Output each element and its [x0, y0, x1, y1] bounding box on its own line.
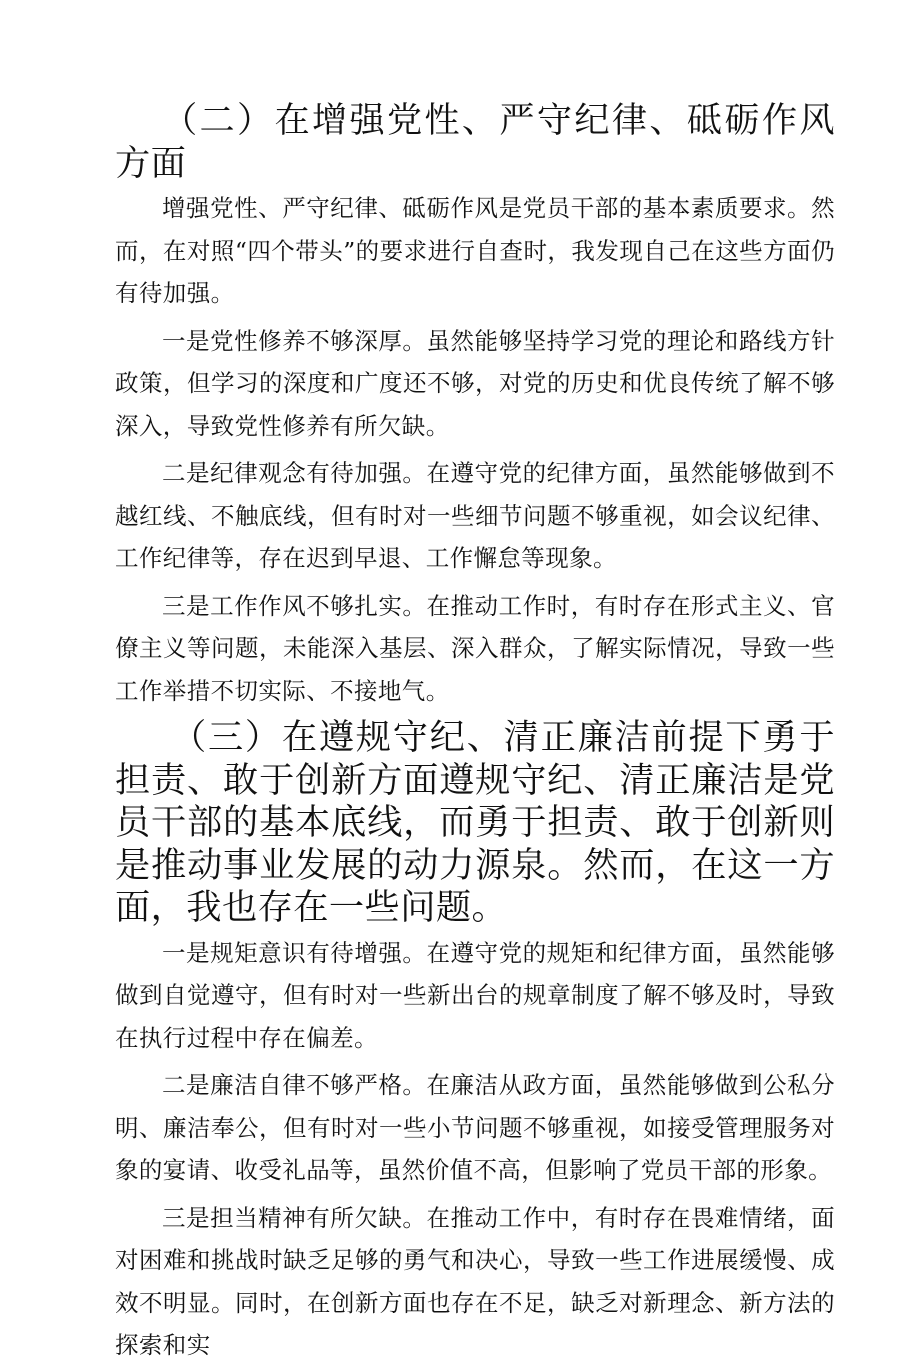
paragraph-responsibility: 三是担当精神有所欠缺。在推动工作中，有时存在畏难情绪，面对困难和挑战时缺乏足够的勇气和决心，导致一些工作进展缓慢、成效不明显。同时，在创新方面也存在不足，缺乏对新理念、新方法的探索和实	[115, 1203, 835, 1359]
paragraph-integrity: 二是廉洁自律不够严格。在廉洁从政方面，虽然能够做到公私分明、廉洁奉公，但有时对一些小节问题不够重视，如接受管理服务对象的宴请、收受礼品等，虽然价值不高，但影响了党员干部的形象。	[115, 1071, 835, 1184]
paragraph-discipline: 二是纪律观念有待加强。在遵守党的纪律方面，虽然能够做到不越红线、不触底线，但有时对一些细节问题不够重视，如会议纪律、工作纪律等，存在迟到早退、工作懈怠等现象。	[115, 459, 835, 572]
paragraph-work-style: 三是工作作风不够扎实。在推动工作时，有时存在形式主义、官僚主义等问题，未能深入基层、深入群众，了解实际情况，导致一些工作举措不切实际、不接地气。	[115, 591, 835, 705]
paragraph-party-spirit: 一是党性修养不够深厚。虽然能够坚持学习党的理论和路线方针政策，但学习的深度和广度还不够，对党的历史和优良传统了解不够深入，导致党性修养有所欠缺。	[115, 326, 835, 440]
paragraph-rules-awareness: 一是规矩意识有待增强。在遵守党的规矩和纪律方面，虽然能够做到自觉遵守，但有时对一些新出台的规章制度了解不够及时，导致在执行过程中存在偏差。	[115, 938, 835, 1052]
paragraph-intro: 增强党性、严守纪律、砥砺作风是党员干部的基本素质要求。然而，在对照“四个带头”的要求进行自查时，我发现自己在这些方面仍有待加强。	[115, 194, 835, 307]
section-heading-2: （二）在增强党性、严守纪律、砥砺作风方面	[115, 100, 835, 184]
section-heading-3: （三）在遵规守纪、清正廉洁前提下勇于担责、敢于创新方面遵规守纪、清正廉洁是党员干部的基本底线，而勇于担责、敢于创新则是推动事业发展的动力源泉。然而，在这一方面，我也存在一些问题。	[115, 717, 835, 928]
document-body	[115, 100, 835, 1372]
